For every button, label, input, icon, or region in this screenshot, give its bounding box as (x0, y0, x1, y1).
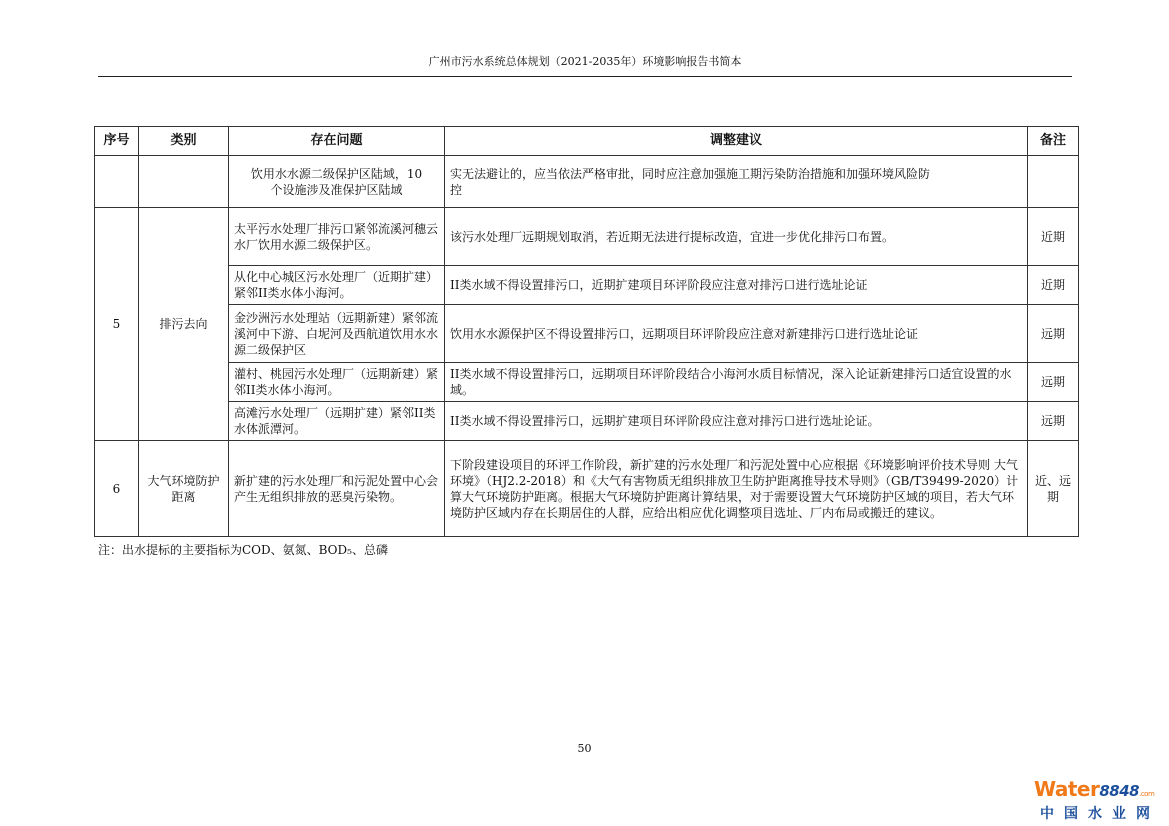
cell-suggestion: II类水域不得设置排污口，远期扩建项目环评阶段应注意对排污口进行选址论证。 (445, 402, 1028, 441)
cell-note: 远期 (1028, 363, 1079, 402)
table-row (95, 363, 1079, 402)
page-number: 50 (577, 742, 592, 755)
cell-no (95, 156, 139, 208)
table-row (95, 402, 1079, 441)
logo-wordmark: Water8848.com (1034, 777, 1155, 801)
col-header-note: 备注 (1028, 127, 1079, 156)
cell-issue: 灌村、桃园污水处理厂（远期新建）紧邻II类水体小海河。 (229, 363, 445, 402)
col-header-no: 序号 (95, 127, 139, 156)
cell-category: 大气环境防护距离 (139, 441, 229, 537)
cell-no: 6 (95, 441, 139, 537)
cell-suggestion: 下阶段建设项目的环评工作阶段，新扩建的污水处理厂和污泥处置中心应根据《环境影响评价技术导则 大气环境》（HJ2.2-2018）和《大气有害物质无组织排放卫生防护距离推导技术导则》（GB/T39499-2020）计算大气环境防护距离。根据大气环境防护距离计算结果，对于需要设置大气环境防护区域的项目，若大气环境防护区域内存在长期居住的人群，应给出相应优化调整项目选址、厂内布局或搬迁的建议。 (445, 441, 1028, 537)
table-footnote: 注：出水提标的主要指标为COD、氨氮、BOD₅、总磷 (98, 543, 388, 557)
cell-note: 近、远期 (1028, 441, 1079, 537)
cell-suggestion: 该污水处理厂远期规划取消，若近期无法进行提标改造，宜进一步优化排污口布置。 (445, 208, 1028, 266)
cell-issue: 太平污水处理厂排污口紧邻流溪河穗云水厂饮用水源二级保护区。 (229, 208, 445, 266)
col-header-suggestion: 调整建议 (445, 127, 1028, 156)
cell-issue: 从化中心城区污水处理厂（近期扩建）紧邻II类水体小海河。 (229, 266, 445, 305)
cell-note: 远期 (1028, 305, 1079, 363)
col-header-category: 类别 (139, 127, 229, 156)
table-row (95, 441, 1079, 537)
col-header-issue: 存在问题 (229, 127, 445, 156)
cell-note: 近期 (1028, 208, 1079, 266)
logo-caption: 中国水业网 (1040, 806, 1160, 822)
cell-issue: 饮用水水源二级保护区陆域，10 个设施涉及准保护区陆域 (229, 156, 445, 208)
cell-note: 远期 (1028, 402, 1079, 441)
cell-issue: 金沙洲污水处理站（远期新建）紧邻流溪河中下游、白坭河及西航道饮用水水源二级保护区 (229, 305, 445, 363)
cell-note (1028, 156, 1079, 208)
page-header: 广州市污水系统总体规划（2021-2035年）环境影响报告书简本 (98, 52, 1072, 77)
table-header-row (95, 127, 1079, 156)
cell-suggestion: II类水域不得设置排污口，远期项目环评阶段结合小海河水质目标情况，深入论证新建排污口适宜设置的水域。 (445, 363, 1028, 402)
cell-note: 近期 (1028, 266, 1079, 305)
cell-suggestion: 实无法避让的，应当依法严格审批，同时应注意加强施工期污染防治措施和加强环境风险防 控 (445, 156, 1028, 208)
cell-issue: 新扩建的污水处理厂和污泥处置中心会产生无组织排放的恶臭污染物。 (229, 441, 445, 537)
cell-issue: 高滩污水处理厂（远期扩建）紧邻II类水体派潭河。 (229, 402, 445, 441)
cell-category: 排污去向 (139, 208, 229, 441)
cell-category (139, 156, 229, 208)
table-row (95, 266, 1079, 305)
table-row (95, 208, 1079, 266)
table-row (95, 156, 1079, 208)
cell-no: 5 (95, 208, 139, 441)
watermark-logo (1034, 778, 1162, 822)
cell-suggestion: 饮用水水源保护区不得设置排污口，远期项目环评阶段应注意对新建排污口进行选址论证 (445, 305, 1028, 363)
suggestion-table (94, 126, 1079, 537)
cell-suggestion: II类水域不得设置排污口，近期扩建项目环评阶段应注意对排污口进行选址论证 (445, 266, 1028, 305)
table-row (95, 305, 1079, 363)
